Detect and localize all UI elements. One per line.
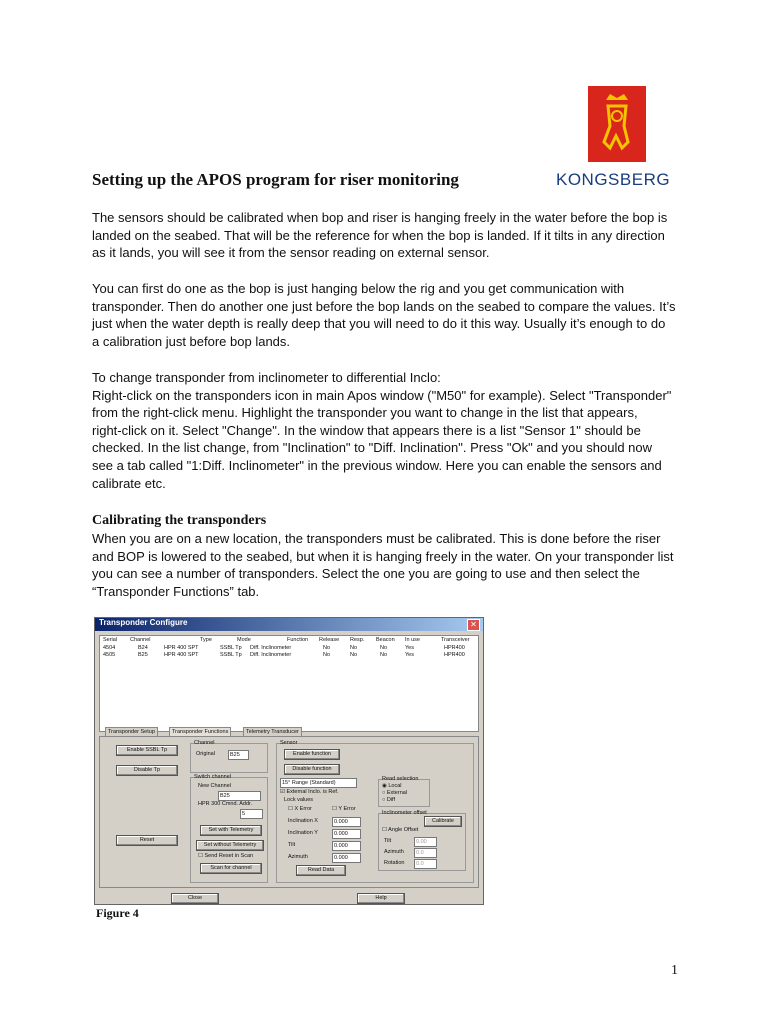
figure-caption: Figure 4 [96, 906, 139, 920]
column-header[interactable]: Channel [130, 637, 151, 643]
new-channel-select[interactable]: B25 [218, 791, 261, 801]
reset-button[interactable]: Reset [116, 835, 178, 846]
table-cell[interactable]: HPR400 [444, 645, 465, 651]
column-header[interactable]: Type [200, 637, 212, 643]
table-cell[interactable]: Diff. Inclinometer [250, 645, 292, 651]
close-button[interactable]: Close [171, 893, 219, 904]
external-inclo-checkbox[interactable]: ☑ External Inclo. is Ref. [280, 789, 339, 795]
calibrate-button[interactable]: Calibrate [424, 816, 462, 827]
table-cell[interactable]: Yes [405, 652, 414, 658]
table-cell[interactable]: No [380, 645, 388, 651]
column-header[interactable]: Serial [103, 637, 118, 643]
brand-name: KONGSBERG [556, 170, 671, 189]
send-reset-checkbox[interactable]: ☐ Send Reset in Scan [198, 853, 254, 859]
dialog-titlebar [95, 618, 483, 631]
dialog-title: Transponder Configure [99, 618, 188, 627]
cmnd-addr-label: HPR 300 Cmnd. Addr. [198, 801, 253, 807]
disable-tp-button[interactable]: Disable Tp [116, 765, 178, 776]
tab-telemetry-transducer[interactable]: Telemetry Transducer [243, 727, 302, 737]
sensor-group-label: Sensor [280, 740, 298, 746]
tab-transponder-functions[interactable]: Transponder Functions [169, 727, 231, 737]
inclination-y-label: Inclination Y [288, 830, 318, 836]
transponder-list[interactable] [99, 635, 479, 732]
read-selection-label: Read selection [382, 776, 419, 782]
original-label: Original [196, 751, 215, 757]
enable-ssbl-button[interactable]: Enable SSBL Tp [116, 745, 178, 756]
kongsberg-logo-icon [588, 86, 646, 162]
azimuth-field: 0.000 [332, 853, 361, 863]
transponder-configure-screenshot [94, 617, 484, 905]
column-header[interactable]: Beacon [376, 637, 395, 643]
inclination-x-label: Inclination X [288, 818, 318, 824]
table-cell[interactable]: SSBL Tp [220, 645, 242, 651]
column-header[interactable]: Release [319, 637, 340, 643]
table-cell[interactable]: No [323, 645, 331, 651]
read-data-button[interactable]: Read Data [296, 865, 346, 876]
table-cell[interactable]: B25 [138, 652, 148, 658]
angle-offset-checkbox[interactable]: ☐ Angle Offset [382, 827, 419, 833]
table-cell[interactable]: No [380, 652, 388, 658]
set-without-telemetry-button[interactable]: Set without Telemetry [196, 840, 264, 851]
table-cell[interactable]: SSBL Tp [220, 652, 242, 658]
inclination-x-field: 0.000 [332, 817, 361, 827]
column-header[interactable]: Resp. [350, 637, 365, 643]
column-header[interactable]: In use [405, 637, 420, 643]
table-cell[interactable]: No [323, 652, 331, 658]
radio-diff[interactable]: ○ Diff [382, 797, 396, 803]
table-cell[interactable]: No [350, 652, 358, 658]
table-cell[interactable]: B24 [138, 645, 148, 651]
lock-values-label: Lock values [284, 797, 314, 803]
help-button[interactable]: Help [357, 893, 405, 904]
tilt-label: Tilt [288, 842, 296, 848]
offset-tilt-label: Tilt [384, 838, 392, 844]
page-title: Setting up the APOS program for riser monitoring [92, 170, 459, 189]
offset-azimuth-field[interactable]: 0.0 [414, 848, 437, 858]
offset-rotation-label: Rotation [384, 860, 405, 866]
offset-rotation-field[interactable]: 0.0 [414, 859, 437, 869]
enable-function-button[interactable]: Enable function [284, 749, 340, 760]
column-header[interactable]: Transceiver [441, 637, 470, 643]
channel-group-label: Channel [194, 740, 215, 746]
set-with-telemetry-button[interactable]: Set with Telemetry [200, 825, 262, 836]
disable-function-button[interactable]: Disable function [284, 764, 340, 775]
table-cell[interactable]: 4505 [103, 652, 116, 658]
page-number: 1 [671, 963, 678, 978]
paragraph-1: The sensors should be calibrated when bop and riser is hanging freely in the water before the bop is landed on the seabed. That will be the reference for when the bop is landed. If it tilts in any direction as it lands, you will see it from the sensor reading on external sensor. [92, 210, 668, 261]
range-select[interactable]: 15° Range (Standard) [280, 778, 357, 788]
section-heading: Calibrating the transponders [92, 513, 267, 528]
cmnd-addr-field[interactable]: 5 [240, 809, 263, 819]
y-error-checkbox[interactable]: ☐ Y Error [332, 806, 356, 812]
close-icon[interactable]: ✕ [467, 619, 480, 631]
original-channel-field: B25 [228, 750, 249, 760]
offset-tilt-field[interactable]: 0.00 [414, 837, 437, 847]
table-cell[interactable]: HPR400 [444, 652, 465, 658]
switch-channel-label: Switch channel [194, 774, 231, 780]
column-header[interactable]: Function [287, 637, 309, 643]
inclinometer-offset-label: Inclinometer offset [382, 810, 427, 816]
transponder-functions-panel [99, 736, 479, 888]
table-cell[interactable]: 4504 [103, 645, 116, 651]
scan-for-channel-button[interactable]: Scan for channel [200, 863, 262, 874]
tilt-field: 0.000 [332, 841, 361, 851]
offset-azimuth-label: Azimuth [384, 849, 404, 855]
paragraph-3: To change transponder from inclinometer to differential Inclo: Right-click on the transponders icon in main Apos window ("M50" for example). Select "Transponder" from the right-click menu. Highlight the transponder you want to change in the list that appears, right-click on it. Select "Change". In the window that appears there is a list "Sensor 1" should be checked. In the list change, from "Inclination" to "Diff. Inclination". Press "Ok" and you should now see a tab called "1:Diff. Inclinometer" in the previous window. Here you can enable the sensors and calibrate etc. [92, 370, 672, 491]
table-cell[interactable]: Yes [405, 645, 414, 651]
table-cell[interactable]: Diff. Inclinometer [250, 652, 292, 658]
paragraph-2: You can first do one as the bop is just hanging below the rig and you get communication with transponder. Then do another one just before the bop lands on the seabed to compare the values. It’s just when the water depth is really deep that you will need to do it this way. Usually it’s enough to do a calibration just before bop lands. [92, 281, 676, 349]
column-header[interactable]: Mode [237, 637, 251, 643]
table-cell[interactable]: HPR 400 SPT [164, 645, 199, 651]
paragraph-4: When you are on a new location, the transponders must be calibrated. This is done before the riser and BOP is lowered to the seabed, but when it is hanging freely in the water. On your transponder list you can see a number of transponders. Select the one you are going to use and then select the “Transponder Functions” tab. [92, 531, 674, 599]
tab-transponder-setup[interactable]: Transponder Setup [105, 727, 158, 737]
table-cell[interactable]: No [350, 645, 358, 651]
azimuth-label: Azimuth [288, 854, 308, 860]
x-error-checkbox[interactable]: ☐ X Error [288, 806, 312, 812]
table-cell[interactable]: HPR 400 SPT [164, 652, 199, 658]
inclination-y-field: 0.000 [332, 829, 361, 839]
radio-external[interactable]: ○ External [382, 790, 408, 796]
new-channel-label: New Channel [198, 783, 232, 789]
radio-local[interactable]: ◉ Local [382, 783, 402, 789]
